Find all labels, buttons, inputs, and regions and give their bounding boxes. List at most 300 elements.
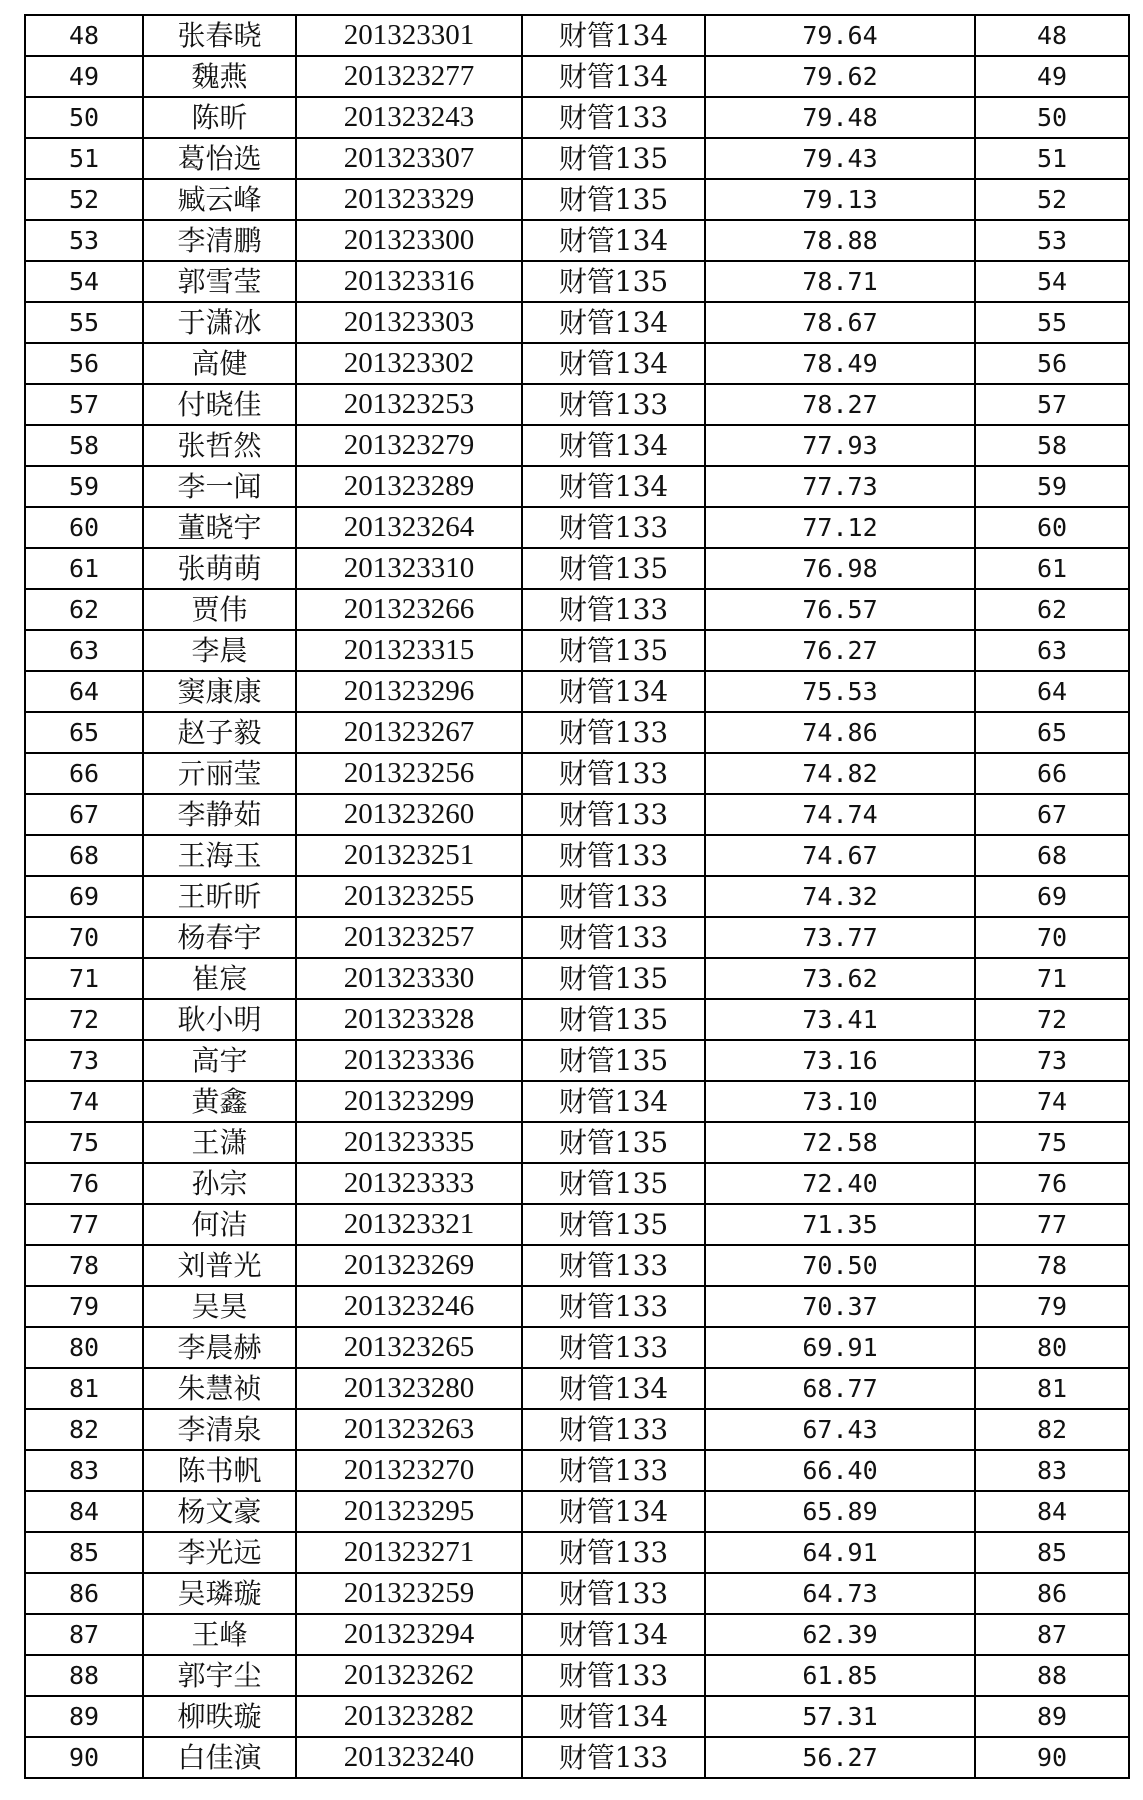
student-name-cell: 李晨赫 — [143, 1327, 296, 1368]
rank-cell: 68 — [975, 835, 1129, 876]
student-name-cell: 王昕昕 — [143, 876, 296, 917]
rank-cell: 82 — [975, 1409, 1129, 1450]
student-id-cell: 201323257 — [296, 917, 522, 958]
row-number-cell: 86 — [25, 1573, 143, 1614]
student-id-cell: 201323295 — [296, 1491, 522, 1532]
student-id-cell: 201323336 — [296, 1040, 522, 1081]
table-row — [25, 1327, 1129, 1368]
class-cell: 财管133 — [522, 1409, 705, 1450]
table-row — [25, 507, 1129, 548]
class-cell: 财管133 — [522, 1450, 705, 1491]
score-cell: 71.35 — [705, 1204, 975, 1245]
student-id-cell: 201323280 — [296, 1368, 522, 1409]
student-id-cell: 201323251 — [296, 835, 522, 876]
row-number-cell: 59 — [25, 466, 143, 507]
table-row — [25, 384, 1129, 425]
class-cell: 财管133 — [522, 1532, 705, 1573]
student-name-cell: 窦康康 — [143, 671, 296, 712]
student-id-cell: 201323303 — [296, 302, 522, 343]
student-name-cell: 张萌萌 — [143, 548, 296, 589]
row-number-cell: 74 — [25, 1081, 143, 1122]
student-id-cell: 201323263 — [296, 1409, 522, 1450]
score-cell: 64.73 — [705, 1573, 975, 1614]
rank-cell: 84 — [975, 1491, 1129, 1532]
class-cell: 财管133 — [522, 876, 705, 917]
class-cell: 财管134 — [522, 343, 705, 384]
student-name-cell: 王潇 — [143, 1122, 296, 1163]
score-cell: 79.48 — [705, 97, 975, 138]
table-row — [25, 794, 1129, 835]
rank-cell: 58 — [975, 425, 1129, 466]
rank-cell: 66 — [975, 753, 1129, 794]
score-ranking-table — [24, 14, 1130, 1779]
student-name-cell: 耿小明 — [143, 999, 296, 1040]
student-id-cell: 201323299 — [296, 1081, 522, 1122]
student-name-cell: 付晓佳 — [143, 384, 296, 425]
rank-cell: 50 — [975, 97, 1129, 138]
class-cell: 财管133 — [522, 1245, 705, 1286]
score-cell: 64.91 — [705, 1532, 975, 1573]
student-id-cell: 201323335 — [296, 1122, 522, 1163]
score-cell: 78.88 — [705, 220, 975, 261]
student-name-cell: 张哲然 — [143, 425, 296, 466]
table-row — [25, 630, 1129, 671]
row-number-cell: 90 — [25, 1737, 143, 1778]
class-cell: 财管134 — [522, 302, 705, 343]
class-cell: 财管134 — [522, 1614, 705, 1655]
student-id-cell: 201323243 — [296, 97, 522, 138]
score-cell: 78.27 — [705, 384, 975, 425]
rank-cell: 74 — [975, 1081, 1129, 1122]
row-number-cell: 72 — [25, 999, 143, 1040]
table-row — [25, 589, 1129, 630]
table-row — [25, 1696, 1129, 1737]
student-id-cell: 201323266 — [296, 589, 522, 630]
rank-cell: 78 — [975, 1245, 1129, 1286]
rank-cell: 87 — [975, 1614, 1129, 1655]
student-name-cell: 于潇冰 — [143, 302, 296, 343]
rank-cell: 83 — [975, 1450, 1129, 1491]
student-id-cell: 201323255 — [296, 876, 522, 917]
score-cell: 65.89 — [705, 1491, 975, 1532]
score-cell: 67.43 — [705, 1409, 975, 1450]
score-cell: 70.50 — [705, 1245, 975, 1286]
class-cell: 财管133 — [522, 712, 705, 753]
row-number-cell: 48 — [25, 15, 143, 56]
score-cell: 74.82 — [705, 753, 975, 794]
class-cell: 财管133 — [522, 1573, 705, 1614]
table-row — [25, 1737, 1129, 1778]
score-cell: 72.58 — [705, 1122, 975, 1163]
class-cell: 财管133 — [522, 753, 705, 794]
rank-cell: 71 — [975, 958, 1129, 999]
table-row — [25, 97, 1129, 138]
student-name-cell: 葛怡选 — [143, 138, 296, 179]
score-cell: 78.49 — [705, 343, 975, 384]
rank-cell: 75 — [975, 1122, 1129, 1163]
table-row — [25, 548, 1129, 589]
rank-cell: 65 — [975, 712, 1129, 753]
score-cell: 78.67 — [705, 302, 975, 343]
class-cell: 财管133 — [522, 1286, 705, 1327]
row-number-cell: 84 — [25, 1491, 143, 1532]
rank-cell: 59 — [975, 466, 1129, 507]
rank-cell: 55 — [975, 302, 1129, 343]
rank-cell: 76 — [975, 1163, 1129, 1204]
student-name-cell: 柳昳璇 — [143, 1696, 296, 1737]
row-number-cell: 67 — [25, 794, 143, 835]
student-name-cell: 李光远 — [143, 1532, 296, 1573]
student-name-cell: 杨文豪 — [143, 1491, 296, 1532]
table-row — [25, 753, 1129, 794]
student-id-cell: 201323301 — [296, 15, 522, 56]
score-cell: 69.91 — [705, 1327, 975, 1368]
table-row — [25, 999, 1129, 1040]
student-id-cell: 201323296 — [296, 671, 522, 712]
row-number-cell: 80 — [25, 1327, 143, 1368]
score-cell: 79.13 — [705, 179, 975, 220]
score-cell: 68.77 — [705, 1368, 975, 1409]
table-row — [25, 1368, 1129, 1409]
student-name-cell: 贾伟 — [143, 589, 296, 630]
score-cell: 72.40 — [705, 1163, 975, 1204]
table-row — [25, 466, 1129, 507]
table-row — [25, 1122, 1129, 1163]
score-cell: 74.86 — [705, 712, 975, 753]
score-cell: 74.67 — [705, 835, 975, 876]
student-name-cell: 李清鹏 — [143, 220, 296, 261]
row-number-cell: 76 — [25, 1163, 143, 1204]
class-cell: 财管133 — [522, 1737, 705, 1778]
rank-cell: 72 — [975, 999, 1129, 1040]
rank-cell: 85 — [975, 1532, 1129, 1573]
class-cell: 财管135 — [522, 548, 705, 589]
row-number-cell: 75 — [25, 1122, 143, 1163]
student-id-cell: 201323240 — [296, 1737, 522, 1778]
score-cell: 56.27 — [705, 1737, 975, 1778]
row-number-cell: 54 — [25, 261, 143, 302]
table-row — [25, 958, 1129, 999]
row-number-cell: 51 — [25, 138, 143, 179]
student-name-cell: 陈书帆 — [143, 1450, 296, 1491]
student-name-cell: 孙宗 — [143, 1163, 296, 1204]
rank-cell: 86 — [975, 1573, 1129, 1614]
table-row — [25, 1040, 1129, 1081]
rank-cell: 64 — [975, 671, 1129, 712]
rank-cell: 90 — [975, 1737, 1129, 1778]
rank-cell: 88 — [975, 1655, 1129, 1696]
student-name-cell: 高宇 — [143, 1040, 296, 1081]
table-row — [25, 1163, 1129, 1204]
student-id-cell: 201323330 — [296, 958, 522, 999]
score-cell: 66.40 — [705, 1450, 975, 1491]
student-name-cell: 李静茹 — [143, 794, 296, 835]
row-number-cell: 85 — [25, 1532, 143, 1573]
student-name-cell: 董晓宇 — [143, 507, 296, 548]
class-cell: 财管134 — [522, 425, 705, 466]
row-number-cell: 73 — [25, 1040, 143, 1081]
score-cell: 73.41 — [705, 999, 975, 1040]
class-cell: 财管134 — [522, 1491, 705, 1532]
class-cell: 财管135 — [522, 1204, 705, 1245]
score-cell: 78.71 — [705, 261, 975, 302]
student-id-cell: 201323279 — [296, 425, 522, 466]
row-number-cell: 78 — [25, 1245, 143, 1286]
student-id-cell: 201323333 — [296, 1163, 522, 1204]
student-id-cell: 201323282 — [296, 1696, 522, 1737]
row-number-cell: 66 — [25, 753, 143, 794]
class-cell: 财管133 — [522, 917, 705, 958]
student-name-cell: 王峰 — [143, 1614, 296, 1655]
rank-cell: 60 — [975, 507, 1129, 548]
score-cell: 77.12 — [705, 507, 975, 548]
rank-cell: 61 — [975, 548, 1129, 589]
class-cell: 财管134 — [522, 1696, 705, 1737]
score-cell: 61.85 — [705, 1655, 975, 1696]
row-number-cell: 64 — [25, 671, 143, 712]
rank-cell: 57 — [975, 384, 1129, 425]
student-id-cell: 201323310 — [296, 548, 522, 589]
rank-cell: 63 — [975, 630, 1129, 671]
table-row — [25, 1450, 1129, 1491]
class-cell: 财管135 — [522, 179, 705, 220]
row-number-cell: 53 — [25, 220, 143, 261]
rank-cell: 89 — [975, 1696, 1129, 1737]
class-cell: 财管134 — [522, 671, 705, 712]
student-id-cell: 201323270 — [296, 1450, 522, 1491]
student-name-cell: 魏燕 — [143, 56, 296, 97]
student-id-cell: 201323264 — [296, 507, 522, 548]
row-number-cell: 81 — [25, 1368, 143, 1409]
rank-cell: 70 — [975, 917, 1129, 958]
student-id-cell: 201323269 — [296, 1245, 522, 1286]
table-row — [25, 1573, 1129, 1614]
rank-cell: 49 — [975, 56, 1129, 97]
class-cell: 财管135 — [522, 261, 705, 302]
score-cell: 57.31 — [705, 1696, 975, 1737]
student-name-cell: 吴昊 — [143, 1286, 296, 1327]
class-cell: 财管135 — [522, 1163, 705, 1204]
row-number-cell: 69 — [25, 876, 143, 917]
student-id-cell: 201323294 — [296, 1614, 522, 1655]
student-id-cell: 201323289 — [296, 466, 522, 507]
table-row — [25, 1614, 1129, 1655]
rank-cell: 62 — [975, 589, 1129, 630]
student-id-cell: 201323277 — [296, 56, 522, 97]
table-row — [25, 138, 1129, 179]
student-name-cell: 何洁 — [143, 1204, 296, 1245]
class-cell: 财管133 — [522, 1655, 705, 1696]
row-number-cell: 62 — [25, 589, 143, 630]
class-cell: 财管135 — [522, 138, 705, 179]
table-row — [25, 1532, 1129, 1573]
student-id-cell: 201323302 — [296, 343, 522, 384]
class-cell: 财管133 — [522, 384, 705, 425]
rank-cell: 54 — [975, 261, 1129, 302]
table-row — [25, 671, 1129, 712]
student-id-cell: 201323262 — [296, 1655, 522, 1696]
row-number-cell: 70 — [25, 917, 143, 958]
score-cell: 76.98 — [705, 548, 975, 589]
score-cell: 73.10 — [705, 1081, 975, 1122]
student-name-cell: 赵子毅 — [143, 712, 296, 753]
class-cell: 财管134 — [522, 220, 705, 261]
class-cell: 财管133 — [522, 589, 705, 630]
score-cell: 77.93 — [705, 425, 975, 466]
student-name-cell: 陈昕 — [143, 97, 296, 138]
score-cell: 74.74 — [705, 794, 975, 835]
student-name-cell: 吴璘璇 — [143, 1573, 296, 1614]
student-name-cell: 朱慧祯 — [143, 1368, 296, 1409]
student-name-cell: 臧云峰 — [143, 179, 296, 220]
rank-cell: 52 — [975, 179, 1129, 220]
table-row — [25, 1286, 1129, 1327]
table-row — [25, 179, 1129, 220]
score-cell: 79.62 — [705, 56, 975, 97]
student-id-cell: 201323256 — [296, 753, 522, 794]
class-cell: 财管135 — [522, 630, 705, 671]
class-cell: 财管135 — [522, 1040, 705, 1081]
row-number-cell: 61 — [25, 548, 143, 589]
student-name-cell: 亓丽莹 — [143, 753, 296, 794]
row-number-cell: 60 — [25, 507, 143, 548]
score-cell: 74.32 — [705, 876, 975, 917]
score-cell: 76.57 — [705, 589, 975, 630]
score-cell: 79.64 — [705, 15, 975, 56]
row-number-cell: 49 — [25, 56, 143, 97]
student-name-cell: 崔宸 — [143, 958, 296, 999]
row-number-cell: 56 — [25, 343, 143, 384]
table-row — [25, 425, 1129, 466]
student-name-cell: 高健 — [143, 343, 296, 384]
row-number-cell: 71 — [25, 958, 143, 999]
student-name-cell: 王海玉 — [143, 835, 296, 876]
rank-cell: 79 — [975, 1286, 1129, 1327]
table-row — [25, 220, 1129, 261]
student-id-cell: 201323265 — [296, 1327, 522, 1368]
student-id-cell: 201323271 — [296, 1532, 522, 1573]
student-id-cell: 201323329 — [296, 179, 522, 220]
student-id-cell: 201323267 — [296, 712, 522, 753]
class-cell: 财管135 — [522, 958, 705, 999]
table-row — [25, 261, 1129, 302]
student-name-cell: 张春晓 — [143, 15, 296, 56]
student-name-cell: 李晨 — [143, 630, 296, 671]
score-cell: 76.27 — [705, 630, 975, 671]
table-row — [25, 1245, 1129, 1286]
student-id-cell: 201323253 — [296, 384, 522, 425]
student-name-cell: 李一闻 — [143, 466, 296, 507]
student-id-cell: 201323259 — [296, 1573, 522, 1614]
class-cell: 财管135 — [522, 999, 705, 1040]
table-row — [25, 835, 1129, 876]
table-body — [25, 15, 1129, 1778]
table-row — [25, 876, 1129, 917]
row-number-cell: 57 — [25, 384, 143, 425]
table-row — [25, 1409, 1129, 1450]
row-number-cell: 89 — [25, 1696, 143, 1737]
student-id-cell: 201323300 — [296, 220, 522, 261]
student-id-cell: 201323246 — [296, 1286, 522, 1327]
student-id-cell: 201323328 — [296, 999, 522, 1040]
row-number-cell: 50 — [25, 97, 143, 138]
row-number-cell: 83 — [25, 1450, 143, 1491]
student-name-cell: 黄鑫 — [143, 1081, 296, 1122]
rank-cell: 67 — [975, 794, 1129, 835]
row-number-cell: 68 — [25, 835, 143, 876]
table-row — [25, 15, 1129, 56]
table-row — [25, 302, 1129, 343]
student-name-cell: 李清泉 — [143, 1409, 296, 1450]
score-cell: 62.39 — [705, 1614, 975, 1655]
row-number-cell: 55 — [25, 302, 143, 343]
row-number-cell: 65 — [25, 712, 143, 753]
student-id-cell: 201323316 — [296, 261, 522, 302]
rank-cell: 48 — [975, 15, 1129, 56]
student-name-cell: 杨春宇 — [143, 917, 296, 958]
table-row — [25, 56, 1129, 97]
rank-cell: 77 — [975, 1204, 1129, 1245]
table-row — [25, 917, 1129, 958]
rank-cell: 81 — [975, 1368, 1129, 1409]
class-cell: 财管134 — [522, 466, 705, 507]
class-cell: 财管133 — [522, 794, 705, 835]
class-cell: 财管133 — [522, 835, 705, 876]
score-cell: 75.53 — [705, 671, 975, 712]
class-cell: 财管133 — [522, 507, 705, 548]
class-cell: 财管133 — [522, 97, 705, 138]
score-cell: 79.43 — [705, 138, 975, 179]
score-cell: 73.16 — [705, 1040, 975, 1081]
table-row — [25, 1081, 1129, 1122]
rank-cell: 80 — [975, 1327, 1129, 1368]
student-name-cell: 白佳演 — [143, 1737, 296, 1778]
student-id-cell: 201323321 — [296, 1204, 522, 1245]
rank-cell: 56 — [975, 343, 1129, 384]
class-cell: 财管134 — [522, 56, 705, 97]
row-number-cell: 77 — [25, 1204, 143, 1245]
row-number-cell: 82 — [25, 1409, 143, 1450]
table-row — [25, 343, 1129, 384]
row-number-cell: 52 — [25, 179, 143, 220]
table-row — [25, 712, 1129, 753]
row-number-cell: 63 — [25, 630, 143, 671]
table-row — [25, 1204, 1129, 1245]
class-cell: 财管133 — [522, 1327, 705, 1368]
student-name-cell: 刘普光 — [143, 1245, 296, 1286]
rank-cell: 53 — [975, 220, 1129, 261]
score-cell: 73.77 — [705, 917, 975, 958]
table-row — [25, 1655, 1129, 1696]
score-cell: 77.73 — [705, 466, 975, 507]
student-name-cell: 郭雪莹 — [143, 261, 296, 302]
class-cell: 财管134 — [522, 15, 705, 56]
score-cell: 70.37 — [705, 1286, 975, 1327]
student-id-cell: 201323315 — [296, 630, 522, 671]
student-id-cell: 201323260 — [296, 794, 522, 835]
rank-cell: 51 — [975, 138, 1129, 179]
student-id-cell: 201323307 — [296, 138, 522, 179]
row-number-cell: 87 — [25, 1614, 143, 1655]
class-cell: 财管134 — [522, 1081, 705, 1122]
rank-cell: 73 — [975, 1040, 1129, 1081]
row-number-cell: 79 — [25, 1286, 143, 1327]
row-number-cell: 58 — [25, 425, 143, 466]
rank-cell: 69 — [975, 876, 1129, 917]
student-name-cell: 郭宇尘 — [143, 1655, 296, 1696]
table-row — [25, 1491, 1129, 1532]
score-cell: 73.62 — [705, 958, 975, 999]
